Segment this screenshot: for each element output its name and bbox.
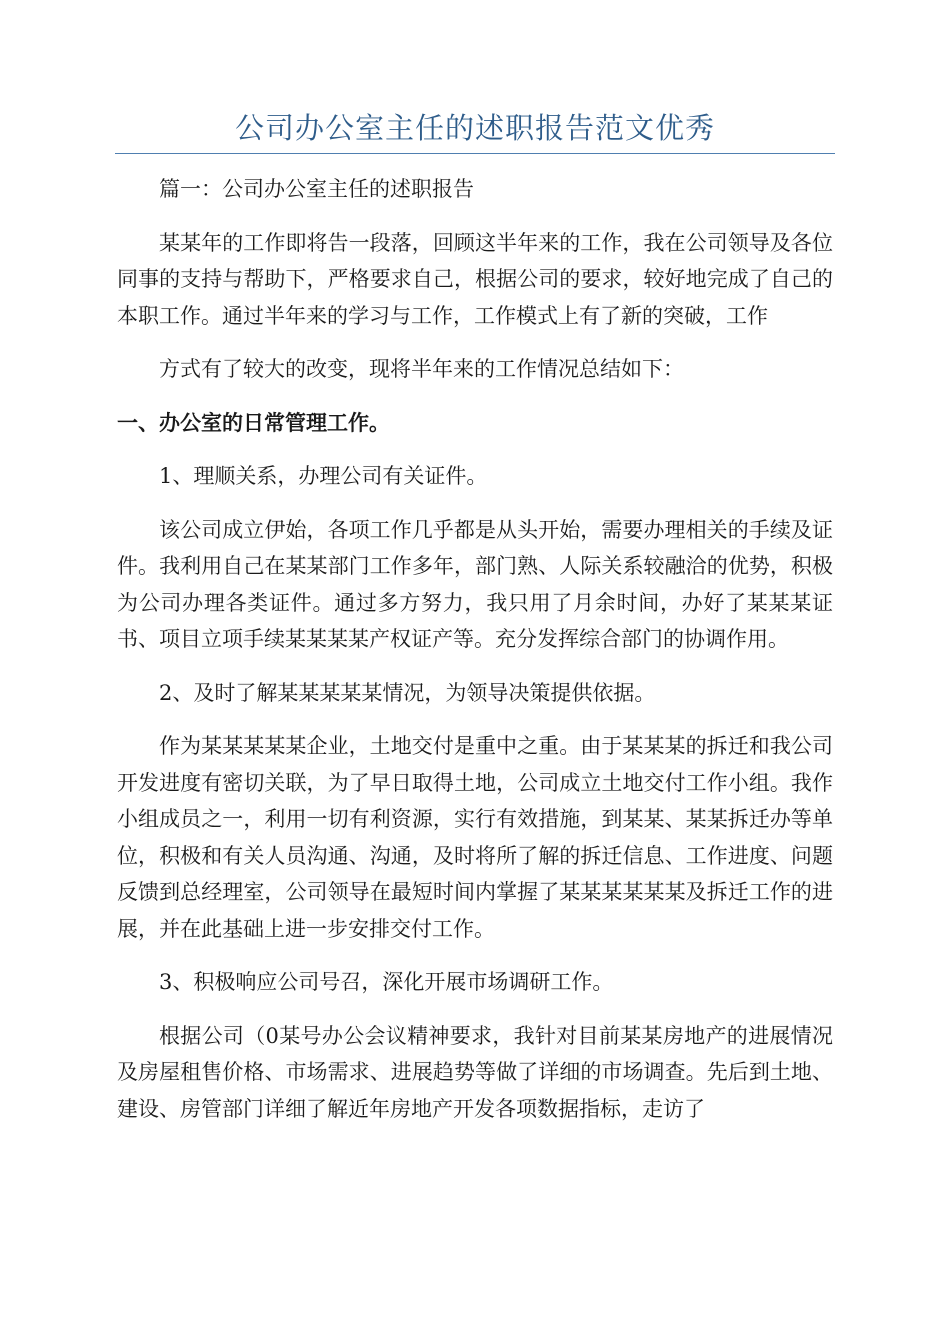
title-underline (115, 153, 835, 154)
document-body (117, 171, 833, 1144)
body-paragraph: 作为某某某某某企业，土地交付是重中之重。由于某某某的拆迁和我公司开发进度有密切关联，为了早日取得土地，公司成立土地交付工作小组。我作小组成员之一，利用一切有利资源，实行有效措施，到某某、某某拆迁办等单位，积极和有关人员沟通、沟通，及时将所了解的拆迁信息、工作进度、问题反馈到总经理室，公司领导在最短时间内掌握了某某某某某某及拆迁工作的进展，并在此基础上进一步安排交付工作。 (117, 734, 833, 941)
section-heading: 一、办公室的日常管理工作。 (117, 410, 390, 435)
section-subtitle: 篇一：公司办公室主任的述职报告 (159, 177, 474, 201)
body-paragraph: 方式有了较大的改变，现将半年来的工作情况总结如下： (159, 357, 684, 381)
numbered-item: 3、积极响应公司号召，深化开展市场调研工作。 (159, 970, 614, 994)
body-paragraph: 某某年的工作即将告一段落，回顾这半年来的工作，我在公司领导及各位同事的支持与帮助下，严格要求自己，根据公司的要求，较好地完成了自己的本职工作。通过半年来的学习与工作，工作模式上有了新的突破，工作 (117, 230, 833, 328)
document-title: 公司办公室主任的述职报告范文优秀 (234, 111, 715, 145)
numbered-item: 1、理顺关系，办理公司有关证件。 (159, 464, 488, 488)
body-paragraph: 该公司成立伊始，各项工作几乎都是从头开始，需要办理相关的手续及证件。我利用自己在某某部门工作多年，部门熟、人际关系较融洽的优势，积极为公司办理各类证件。通过多方努力，我只用了月余时间，办好了某某某证书、项目立项手续某某某某产权证产等。充分发挥综合部门的协调作用。 (117, 517, 833, 651)
body-paragraph: 根据公司（0某号办公会议精神要求，我针对目前某某房地产的进展情况及房屋租售价格、市场需求、进展趋势等做了详细的市场调查。先后到土地、建设、房管部门详细了解近年房地产开发各项数据指标，走访了 (117, 1023, 833, 1121)
numbered-item: 2、及时了解某某某某某情况，为领导决策提供依据。 (159, 680, 656, 705)
